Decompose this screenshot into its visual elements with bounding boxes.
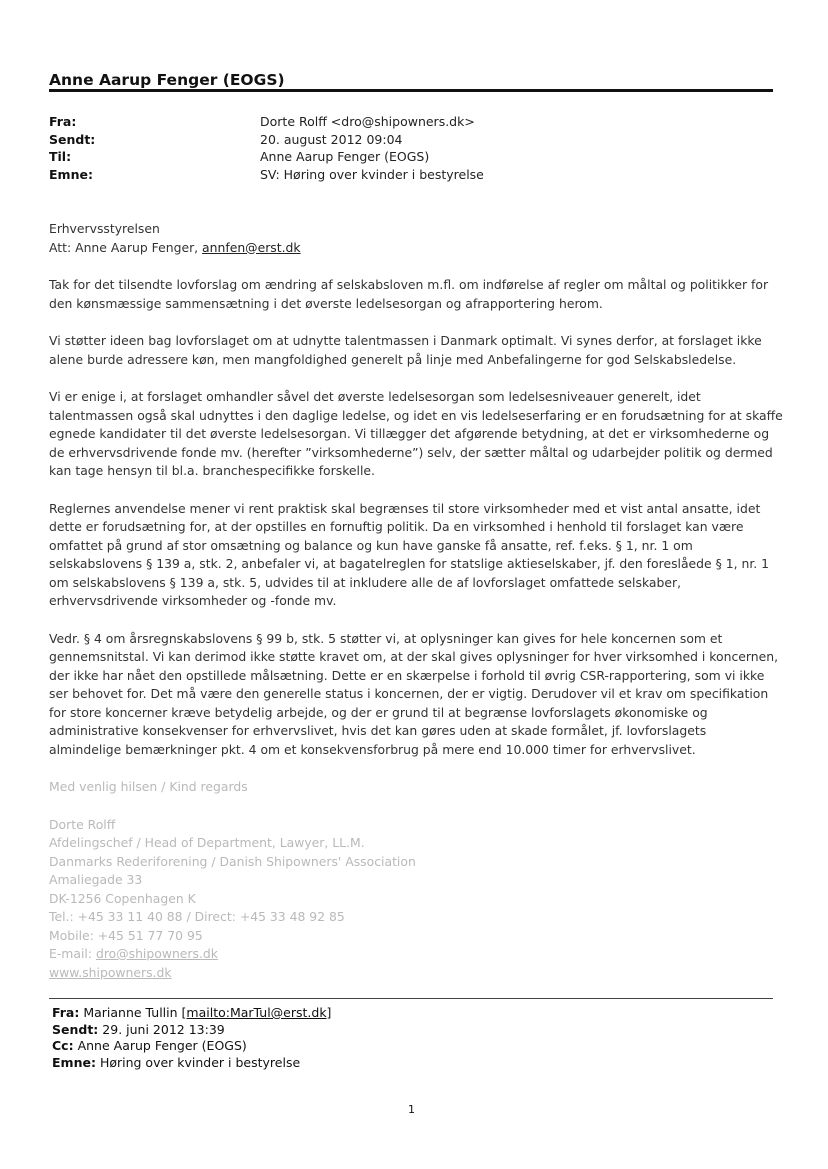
header-divider <box>49 89 773 92</box>
signature-block <box>49 816 779 983</box>
paragraph-line: selskabslovens § 139 a, stk. 2, anbefaler vi, at bagatelreglen for statslige aktieselskaber, jf. den foreslåede § 1, nr. 1 <box>49 556 770 571</box>
forwarded-from-row <box>52 1005 331 1022</box>
meta-sent-row <box>49 131 484 149</box>
paragraph-line: Vi er enige i, at forslaget omhandler såvel det øverste ledelsesorgan som ledelsesniveauer generelt, idet <box>49 389 701 404</box>
paragraph-intro <box>49 276 779 313</box>
paragraph-line: ser behovet for. Det må være den generelle status i koncernen, der er vigtig. Derudover vil et krav om specifikation <box>49 686 769 701</box>
paragraph-line: de erhvervsdrivende fonde mv. (herefter ”virksomhederne”) selv, der sætter måltal og udarbejder politik og dermed <box>49 444 773 460</box>
meta-sent-value: 20. august 2012 09:04 <box>260 131 403 147</box>
email-meta <box>49 113 484 183</box>
paragraph-line: egnede kandidater til det øverste ledelsesorgan. Vi tillægger det afgørende betydning, at det er virksomhederne og <box>49 426 770 441</box>
paragraph-line: den kønsmæssige sammensætning i det øverste ledelsesorgan og afrapportering herom. <box>49 295 603 311</box>
meta-from-row <box>49 113 484 131</box>
meta-from-value: Dorte Rolff <dro@shipowners.dk> <box>260 114 475 129</box>
meta-subject-label: Emne: <box>49 166 93 182</box>
paragraph-line: Vedr. § 4 om årsregnskabslovens § 99 b, stk. 5 støtter vi, at oplysninger kan gives for hele koncernen som et <box>49 630 723 646</box>
attention-line <box>49 239 779 258</box>
forwarded-sent-label: Sendt: <box>52 1021 99 1037</box>
attention-prefix: Att: Anne Aarup Fenger, <box>49 239 203 255</box>
signature-email-link[interactable]: dro@shipowners.dk <box>95 946 218 961</box>
forwarded-header <box>52 1005 331 1071</box>
paragraph-line: kan tage hensyn til bl.a. branchespecifikke forskelle. <box>49 463 375 478</box>
forwarded-cc-row <box>52 1038 331 1055</box>
paragraph-line: administrative konsekvenser for erhvervslivet, hvis det kan gøres uden at skade formålet, jf. lovforslagets <box>49 723 707 738</box>
forwarded-subject-label: Emne: <box>52 1054 96 1070</box>
signature-street: Amaliegade 33 <box>49 872 143 887</box>
recipient-org: Erhvervsstyrelsen <box>49 221 160 236</box>
forwarded-from-label: Fra: <box>52 1005 80 1020</box>
forwarded-cc-label: Cc: <box>52 1038 74 1053</box>
signature-phones: Tel.: +45 33 11 40 88 / Direct: +45 33 48 92 85 <box>49 909 345 924</box>
meta-to-label: Til: <box>49 149 72 164</box>
paragraph-line: dette er forudsætning for, at der opstilles en fornuftig politik. Da en virksomhed i henhold til forslaget kan være <box>49 519 744 534</box>
closing <box>49 778 779 797</box>
paragraph-line: Vi støtter ideen bag lovforslaget om at udnytte talentmassen i Danmark optimalt. Vi synes derfor, at forslaget ikke <box>49 333 762 348</box>
paragraph-line: almindelige bemærkninger pkt. 4 om et konsekvensforbrug på mere end 10.000 timer for erhvervslivet. <box>49 741 696 757</box>
forwarded-sent-value: 29. juni 2012 13:39 <box>102 1021 225 1037</box>
signature-email-line <box>49 945 779 964</box>
closing-text: Med venlig hilsen / Kind regards <box>49 779 248 794</box>
paragraph-line: gennemsnitstal. Vi kan derimod ikke støtte kravet om, at der skal gives oplysninger for hver virksomhed i koncernen, <box>49 649 779 664</box>
meta-subject-value: SV: Høring over kvinder i bestyrelse <box>260 166 484 182</box>
signature-name: Dorte Rolff <box>49 816 116 832</box>
attention-email-link[interactable]: annfen@erst.dk <box>202 239 301 255</box>
meta-sent-label: Sendt: <box>49 131 96 147</box>
meta-subject-row <box>49 166 484 184</box>
signature-email-prefix: E-mail: <box>49 946 96 961</box>
sender-name-header: Anne Aarup Fenger (EOGS) <box>49 71 285 89</box>
forwarded-cc-value: Anne Aarup Fenger (EOGS) <box>77 1038 247 1053</box>
meta-to-value: Anne Aarup Fenger (EOGS) <box>260 149 430 164</box>
paragraph-line: omfattet på grund af stor omsætning og balance og kun have ganske få ansatte, ref. f.eks. § 1, nr. 1 om <box>49 537 693 553</box>
page-number: 1 <box>408 1103 415 1116</box>
meta-from-label: Fra: <box>49 114 77 129</box>
forwarded-subject-value: Høring over kvinder i bestyrelse <box>99 1054 301 1070</box>
signature-org: Danmarks Rederiforening / Danish Shipowners' Association <box>49 853 416 869</box>
forwarded-from-value: Marianne Tullin <box>83 1005 182 1020</box>
signature-mobile: Mobile: +45 51 77 70 95 <box>49 927 203 943</box>
paragraph-line: alene burde adressere køn, men mangfoldighed generelt på linje med Anbefalingerne for god Selskabsledelse. <box>49 351 737 367</box>
paragraph-line: om selskabslovens § 139 a, stk. 5, udvides til at inkludere alle de af lovforslaget omfattede selskaber, <box>49 574 682 590</box>
paragraph-agreement <box>49 388 783 481</box>
recipient-block <box>49 220 779 257</box>
paragraph-support <box>49 332 779 369</box>
signature-website-link[interactable]: www.shipowners.dk <box>49 964 172 980</box>
forwarded-from-link[interactable]: [mailto:MarTul@erst.dk] <box>181 1005 332 1020</box>
signature-website-line <box>49 964 779 983</box>
paragraph-line: Tak for det tilsendte lovforslag om ændring af selskabsloven m.fl. om indførelse af regler om måltal og politikker for <box>49 277 769 292</box>
paragraph-scope <box>49 500 779 611</box>
email-body <box>49 220 783 1001</box>
meta-to-row <box>49 148 484 166</box>
forwarded-subject-row <box>52 1055 331 1072</box>
paragraph-line: for store koncerner kræve betydelig arbejde, og der er grund til at begrænse lovforslagets økonomiske og <box>49 704 708 720</box>
signature-city: DK-1256 Copenhagen K <box>49 890 196 906</box>
forwarded-sent-row <box>52 1022 331 1039</box>
paragraph-line: Reglernes anvendelse mener vi rent praktisk skal begrænses til store virksomheder med et vist antal ansatte, idet <box>49 500 761 516</box>
paragraph-group-reporting <box>49 630 779 760</box>
forwarded-divider <box>49 998 773 999</box>
paragraph-line: erhvervsdrivende virksomheder og -fonde mv. <box>49 593 337 608</box>
paragraph-line: der ikke har nået den opstillede målsætning. Dette er en skærpelse i forhold til øvrig CSR-rapportering, som vi ikke <box>49 667 765 683</box>
signature-title: Afdelingschef / Head of Department, Lawyer, LL.M. <box>49 835 365 850</box>
paragraph-line: talentmassen også skal udnyttes i den daglige ledelse, og idet en vis ledelseserfaring er en forudsætning for at skaffe <box>49 407 783 423</box>
